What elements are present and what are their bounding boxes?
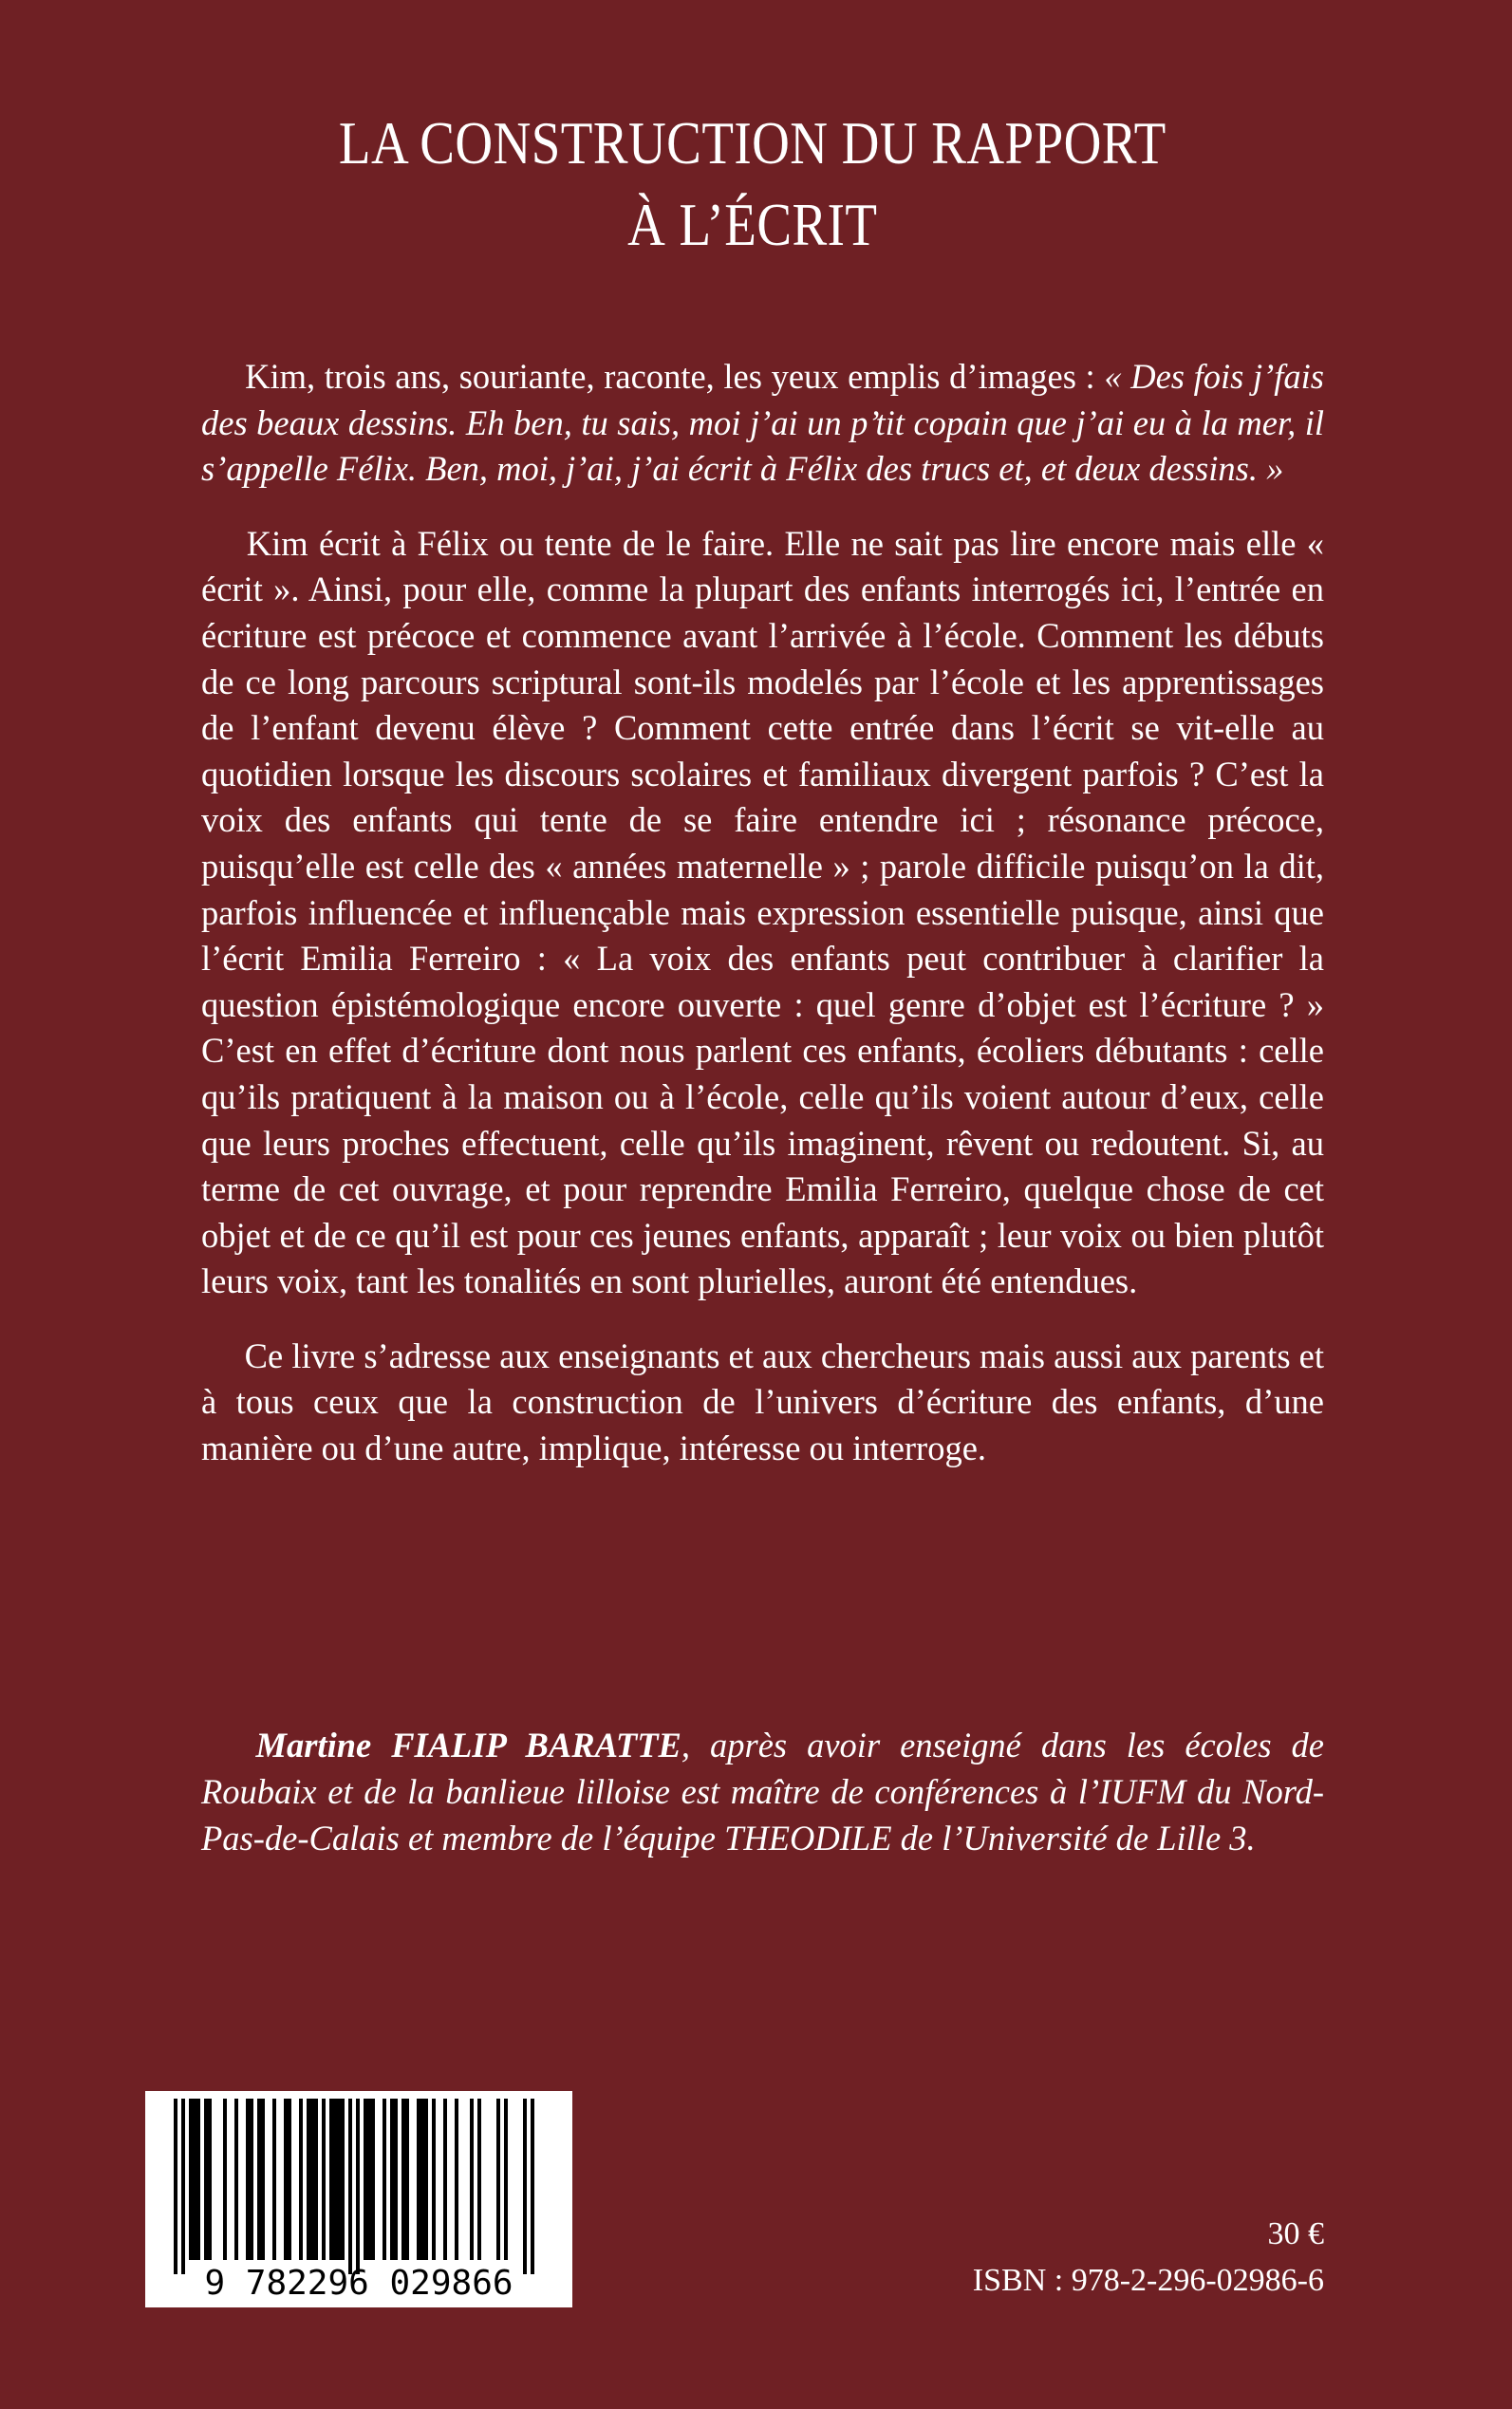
barcode-bar [371, 2099, 375, 2260]
barcode-bar [288, 2099, 291, 2260]
barcode-bar [204, 2099, 208, 2260]
barcode-bar [208, 2099, 212, 2260]
author-bio-text: , après avoir enseigné dans les écoles de Roubaix et de la banlieue lilloise est maître de conférences à l’IUFM du Nord-Pas-de-Calais et membre de l’équipe THEODILE de l’Université de Lille 3. [201, 1726, 1325, 1858]
barcode-bar [424, 2099, 428, 2260]
barcode-bar [189, 2099, 193, 2260]
barcode-bar [307, 2099, 310, 2260]
barcode-bar [401, 2099, 405, 2260]
author-bio [201, 1722, 1324, 1861]
barcode-graphic [145, 2091, 572, 2307]
barcode-bar [348, 2099, 352, 2274]
barcode-bar [356, 2099, 360, 2274]
barcode-bar [196, 2099, 200, 2260]
title-line-2: À L’ÉCRIT [627, 191, 878, 258]
back-cover-text [201, 354, 1324, 1501]
barcode-bar [477, 2099, 481, 2260]
barcode-bar [234, 2099, 238, 2260]
barcode-bar [272, 2099, 276, 2260]
barcode-bar [174, 2099, 177, 2274]
barcode-bar [299, 2099, 303, 2260]
barcode-bar [310, 2099, 314, 2260]
isbn: ISBN : 978-2-296-02986-6 [972, 2263, 1324, 2298]
paragraph-2 [201, 521, 1324, 1305]
barcode-bar [420, 2099, 424, 2260]
barcode [145, 2091, 572, 2307]
paragraph-3-text: Ce livre s’adresse aux enseignants et aux chercheurs mais aussi aux parents et à tous ceux que la construction de l’univers d’écriture des enfants, d’une manière ou d’une autre, implique, intéresse ou interroge. [201, 1335, 1324, 1468]
kim-quote: « Des fois j’fais des beaux dessins. Eh ben, tu sais, moi j’ai un p’tit copain que j’ai eu à la mer, il s’appelle Félix. Ben, moi, j’ai, j’ai écrit à Félix des trucs et, et deux dessins. » [201, 357, 1324, 489]
title-line-1: LA CONSTRUCTION DU RAPPORT [338, 109, 1167, 177]
barcode-bar [364, 2099, 367, 2260]
barcode-bar [432, 2099, 436, 2260]
price: 30 € [1267, 2216, 1324, 2251]
barcode-bar [367, 2099, 371, 2260]
barcode-bar [246, 2099, 250, 2260]
author-name: Martine FIALIP BARATTE [255, 1726, 681, 1765]
barcode-bar [383, 2099, 386, 2260]
barcode-bar [314, 2099, 318, 2260]
book-title [103, 103, 1403, 266]
barcode-bar [223, 2099, 227, 2260]
barcode-bar [181, 2099, 185, 2274]
barcode-bar [417, 2099, 420, 2260]
barcode-bar [405, 2099, 409, 2260]
paragraph-2-text: Kim écrit à Félix ou tente de le faire. Elle ne sait pas lire encore mais elle « écrit ». Ainsi, pour elle, comme la plupart des enfants interrogés ici, l’entrée en écriture est précoce et commence avant l’arrivée à l’école. Comment les débuts de ce long parcours scriptural sont-ils modelés par l’école et les apprentissages de l’enfant devenu élève ? Comment cette entrée dans l’écrit se vit-elle au quotidien lorsque les discours scolaires et familiaux divergent parfois ? C’est la voix des enfants qui tente de se faire entendre ici ; résonance précoce, puisqu’elle est celle des « années maternelle » ; parole difficile puisqu’on la dit, parfois influencée et influençable mais expression essentielle puisque, ainsi que l’écrit Emilia Ferreiro : « La voix des enfants peut contribuer à clarifier la question épistémologique encore ouverte : quel genre d’objet est l’écriture ? » C’est en effet d’écriture dont nous parlent ces enfants, écoliers débutants : celle qu’ils pratiquent à la maison ou à l’école, celle qu’ils voient autour d’eux, celle que leurs proches effectuent, celle qu’ils imaginent, rêvent ou redoutent. Si, au terme de cet ouvrage, et pour reprendre Emilia Ferreiro, quelque chose de cet objet et de ce qu’il est pour ces jeunes enfants, apparaît ; leur voix ou bien plutôt leurs voix, tant les tonalités en sont plurielles, auront été entendues. [201, 523, 1324, 1301]
barcode-bar [394, 2099, 398, 2260]
barcode-bar [261, 2099, 265, 2260]
paragraph-3 [201, 1334, 1324, 1472]
barcode-bar [470, 2099, 474, 2260]
barcode-bar [523, 2099, 527, 2274]
barcode-bar [455, 2099, 458, 2260]
barcode-digits: 9 782296 029866 [204, 2264, 513, 2303]
paragraph-1-lead: Kim, trois ans, souriante, raconte, les yeux emplis d’images : [245, 357, 1105, 396]
barcode-bar [322, 2099, 326, 2260]
barcode-bar [390, 2099, 394, 2260]
barcode-bar [333, 2099, 337, 2260]
barcode-bar [504, 2099, 508, 2260]
barcode-bar [257, 2099, 261, 2260]
barcode-bar [193, 2099, 196, 2260]
barcode-bar [250, 2099, 253, 2260]
barcode-bar [284, 2099, 288, 2260]
barcode-bar [341, 2099, 345, 2260]
paragraph-1 [201, 354, 1324, 493]
barcode-bar [337, 2099, 341, 2260]
barcode-bar [496, 2099, 500, 2260]
barcode-bar [531, 2099, 534, 2274]
barcode-bar [329, 2099, 333, 2260]
barcode-bar [443, 2099, 447, 2260]
